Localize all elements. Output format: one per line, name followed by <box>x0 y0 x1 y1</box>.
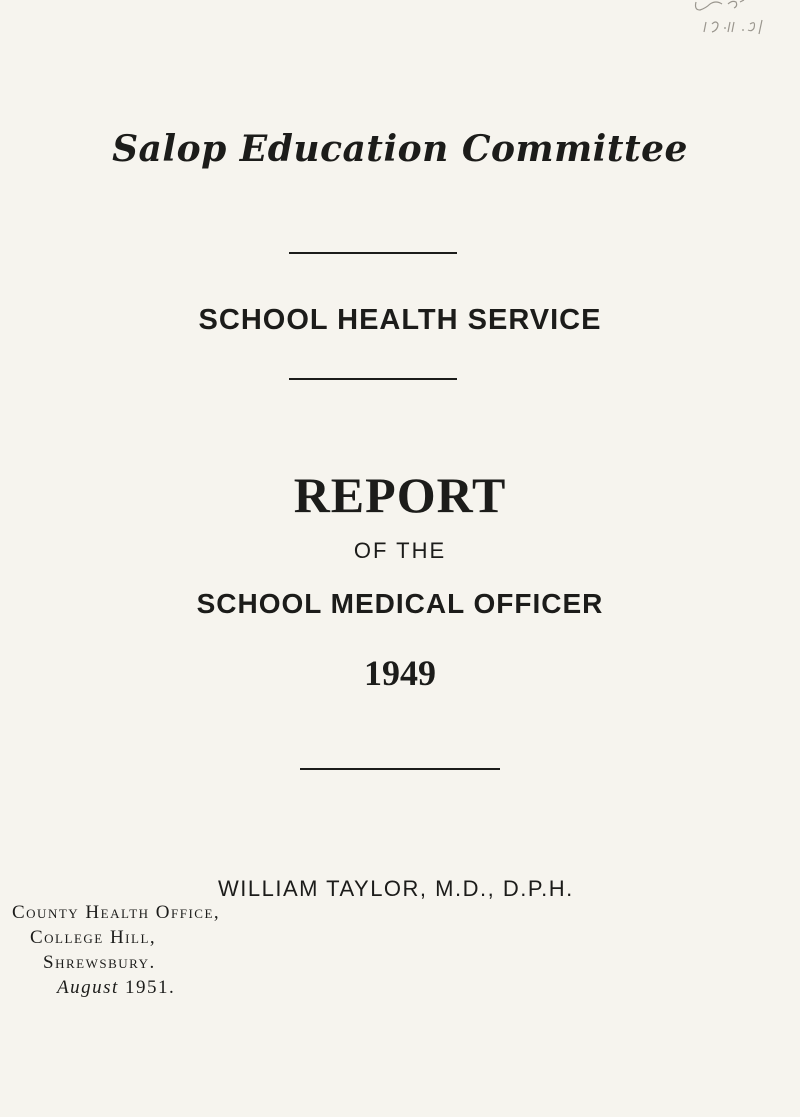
address-month: August <box>57 977 119 998</box>
committee-heading: Salop Education Committee <box>112 128 688 170</box>
divider-rule <box>289 252 457 254</box>
divider-rule <box>300 768 500 770</box>
report-year: 1949 <box>364 653 436 693</box>
service-heading: SCHOOL HEALTH SERVICE <box>198 304 602 336</box>
address-date <box>0 975 220 1000</box>
author-name: WILLIAM TAYLOR, M.D., D.P.H. <box>218 876 574 901</box>
handwritten-annotation <box>676 0 786 48</box>
address-line: College Hill, <box>30 927 157 948</box>
handwriting-mark <box>676 0 786 48</box>
report-title: REPORT <box>293 467 507 523</box>
of-the-text: OF THE <box>353 538 447 563</box>
officer-title: SCHOOL MEDICAL OFFICER <box>196 588 604 619</box>
address-line: Shrewsbury. <box>43 952 156 973</box>
address-year: 1951. <box>125 977 176 998</box>
divider-rule <box>289 378 457 380</box>
address-line: County Health Office, <box>12 902 221 923</box>
office-address <box>0 900 220 1000</box>
